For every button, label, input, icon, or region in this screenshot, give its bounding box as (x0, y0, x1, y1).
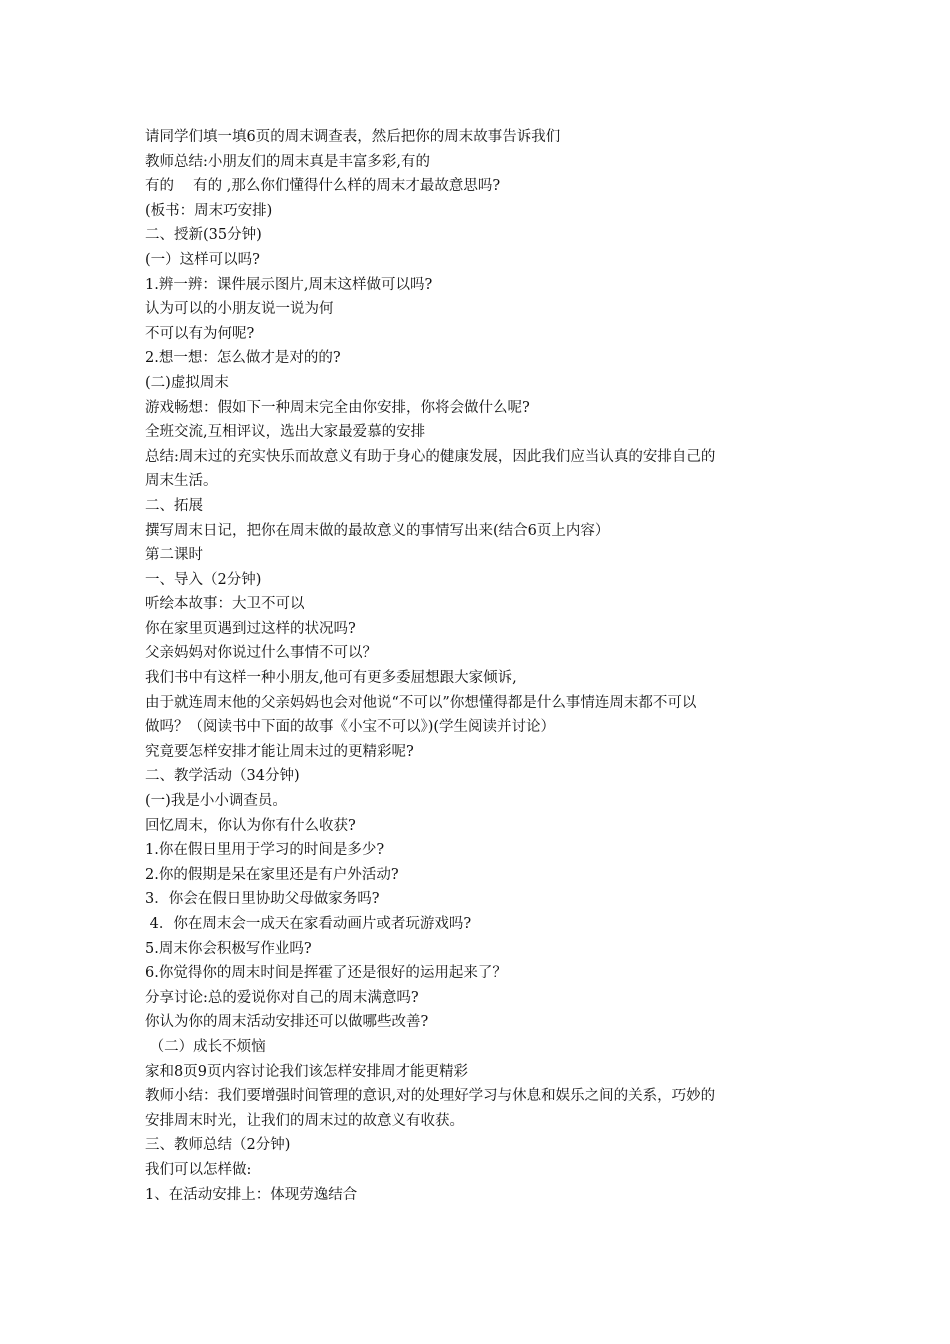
section-heading: 二、拓展 (145, 497, 203, 514)
list-item: 3．你会在假日里协助父母做家务吗? (145, 891, 380, 908)
list-item: 2.你的假期是呆在家里还是有户外活动? (145, 866, 399, 883)
text-line: 全班交流,互相评议，选出大家最爱慕的安排 (145, 424, 426, 441)
list-item: 6.你觉得你的周末时间是挥霍了还是很好的运用起来了？ (145, 965, 507, 982)
text-line: 父亲妈妈对你说过什么事情不可以？ (145, 645, 377, 662)
list-item: 1、在活动安排上：体现劳逸结合 (145, 1186, 358, 1203)
text-line: 教师小结：我们要增强时间管理的意识,对的处理好学习与休息和娱乐之间的关系，巧妙的 (145, 1088, 716, 1105)
text-line: 回忆周末，你认为你有什么收获? (145, 817, 356, 834)
text-line: 有的 有的 ,那么你们懂得什么样的周末才最故意思吗? (145, 178, 501, 195)
list-item: 1.你在假日里用于学习的时间是多少? (145, 842, 385, 859)
text-line: 请同学们填一填6页的周末调查表，然后把你的周末故事告诉我们 (145, 129, 561, 145)
section-heading: 二、授新(35分钟) (145, 227, 262, 244)
list-item: 4．你在周末会一成天在家看动画片或者玩游戏吗? (145, 916, 472, 932)
text-line: 由于就连周末他的父亲妈妈也会对他说“不可以”你想懂得都是什么事情连周末都不可以 (145, 694, 697, 711)
text-line: 你在家里页遇到过这样的状况吗? (145, 620, 356, 637)
subsection-heading: (一）这样可以吗? (145, 251, 260, 268)
text-line: 安排周末时光，让我们的周末过的故意义有收获。 (145, 1112, 464, 1129)
text-line: 你认为你的周末活动安排还可以做哪些改善? (145, 1014, 429, 1031)
text-line: 做吗？（阅读书中下面的故事《小宝不可以》)(学生阅读并讨论） (145, 719, 556, 736)
subsection-heading: (一)我是小小调查员。 (145, 793, 287, 810)
text-line: (板书：周末巧安排) (145, 202, 273, 219)
text-line: 撰写周末日记，把你在周末做的最故意义的事情写出来(结合6页上内容） (145, 522, 610, 539)
text-line: 分享讨论:总的爱说你对自己的周末满意吗? (145, 989, 419, 1006)
text-line: 游戏畅想：假如下一种周末完全由你安排，你将会做什么呢? (145, 399, 530, 416)
text-line: 教师总结:小朋友们的周末真是丰富多彩,有的 (145, 153, 430, 170)
text-line: 总结:周末过的充实快乐而故意义有助于身心的健康发展，因此我们应当认真的安排自己的 (145, 448, 716, 465)
section-heading: 二、教学活动（34分钟) (145, 768, 300, 785)
section-heading: 一、导入（2分钟) (145, 571, 262, 588)
text-line: 我们书中有这样一种小朋友,他可有更多委屈想跟大家倾诉, (145, 670, 517, 687)
text-line: 2.想一想：怎么做才是对的的? (145, 350, 341, 367)
text-line: 家和8页9页内容讨论我们该怎样安排周才能更精彩 (145, 1063, 468, 1080)
text-line: 认为可以的小朋友说一说为何 (145, 301, 334, 318)
text-line: 听绘本故事：大卫不可以 (145, 596, 305, 613)
section-heading: 三、教师总结（2分钟) (145, 1137, 291, 1154)
lesson-heading: 第二课时 (145, 547, 203, 564)
subsection-heading: (二)虚拟周末 (145, 374, 229, 391)
text-line: 我们可以怎样做: (145, 1161, 252, 1178)
text-line: 究竟要怎样安排才能让周末过的更精彩呢? (145, 743, 414, 760)
text-line: 1.辨一辨：课件展示图片,周末这样做可以吗? (145, 276, 433, 293)
subsection-heading: （二）成长不烦恼 (145, 1038, 266, 1055)
list-item: 5.周末你会积极写作业吗? (145, 940, 312, 957)
text-line: 不可以有为何呢? (145, 325, 255, 342)
lesson-plan-text (145, 125, 815, 1207)
text-line: 周末生活。 (145, 473, 218, 490)
